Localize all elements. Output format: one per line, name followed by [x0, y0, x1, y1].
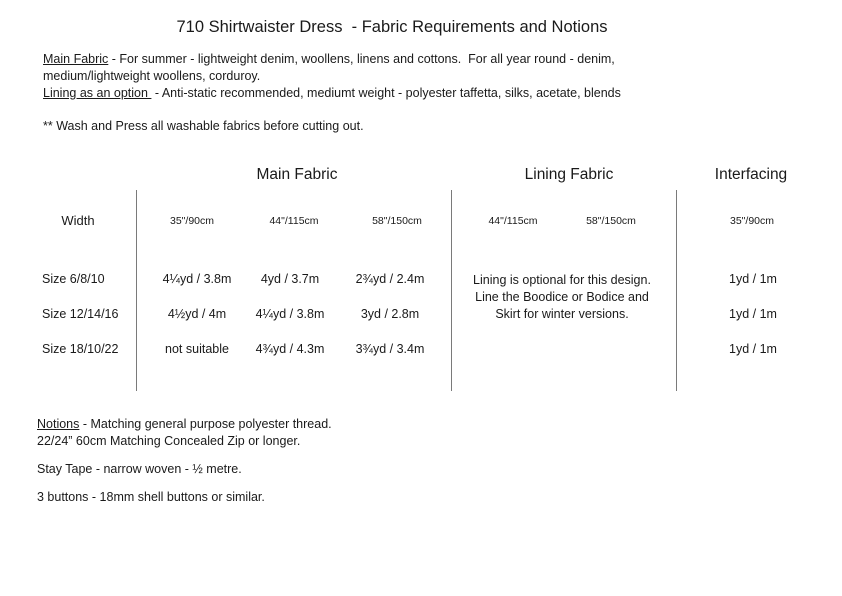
notions-line-1	[37, 416, 332, 433]
size-label: Size 12/14/16	[42, 307, 119, 321]
lining-text: - Anti-static recommended, mediumt weight - polyester taffetta, silks, acetate, blends	[151, 86, 621, 100]
width-main-35: 35"/90cm	[170, 215, 214, 227]
notions-label: Notions	[37, 417, 80, 431]
width-lining-58: 58"/150cm	[586, 215, 636, 227]
title-rest: - Fabric Requirements and Notions	[342, 18, 608, 36]
width-label: Width	[61, 213, 95, 228]
table-divider	[136, 190, 137, 391]
table-cell: 1yd / 1m	[729, 307, 777, 321]
notions-buttons: 3 buttons - 18mm shell buttons or similar.	[37, 490, 265, 504]
page-title	[0, 18, 784, 37]
table-cell: 2¾yd / 2.4m	[355, 272, 425, 286]
wash-note: ** Wash and Press all washable fabrics before cutting out.	[43, 119, 364, 133]
table-cell: 4¾yd / 4.3m	[255, 342, 325, 356]
lining-label: Lining as an option	[43, 86, 152, 100]
size-label: Size 6/8/10	[42, 272, 105, 286]
notions-thread: - Matching general purpose polyester thread.	[79, 417, 332, 431]
lining-fabric-header: Lining Fabric	[524, 166, 614, 183]
table-cell: 3yd / 2.8m	[360, 307, 420, 321]
notions-zip: 22/24” 60cm Matching Concealed Zip or longer.	[37, 434, 301, 448]
table-cell: 4¼yd / 3.8m	[162, 272, 232, 286]
table-cell: 1yd / 1m	[729, 272, 777, 286]
pattern-name: 710 Shirtwaister Dress	[176, 18, 343, 36]
main-fabric-line-2: medium/lightweight woollens, corduroy.	[43, 69, 261, 83]
table-divider	[451, 190, 452, 391]
interfacing-header: Interfacing	[714, 166, 788, 183]
main-fabric-header: Main Fabric	[256, 166, 338, 183]
width-main-58: 58"/150cm	[372, 215, 422, 227]
main-fabric-label: Main Fabric	[43, 52, 109, 66]
table-divider	[676, 190, 677, 391]
table-cell: 4¼yd / 3.8m	[255, 307, 325, 321]
notions-stay-tape: Stay Tape - narrow woven - ½ metre.	[37, 462, 242, 476]
table-cell: not suitable	[165, 342, 229, 356]
width-interfacing-35: 35"/90cm	[730, 215, 774, 227]
table-cell: 1yd / 1m	[729, 342, 777, 356]
width-lining-44: 44"/115cm	[488, 215, 538, 227]
lining-line	[43, 85, 621, 102]
main-fabric-text: - For summer - lightweight denim, woollens, linens and cottons. For all year round - denim,	[108, 52, 615, 66]
size-label: Size 18/10/22	[42, 342, 119, 356]
table-cell: 4½yd / 4m	[167, 307, 227, 321]
table-cell: 3¾yd / 3.4m	[355, 342, 425, 356]
table-cell: 4yd / 3.7m	[260, 272, 320, 286]
main-fabric-line	[43, 51, 615, 68]
lining-note: Lining is optional for this design. Line the Boodice or Bodice and Skirt for winter versions.	[473, 273, 651, 321]
width-main-44: 44"/115cm	[269, 215, 319, 227]
